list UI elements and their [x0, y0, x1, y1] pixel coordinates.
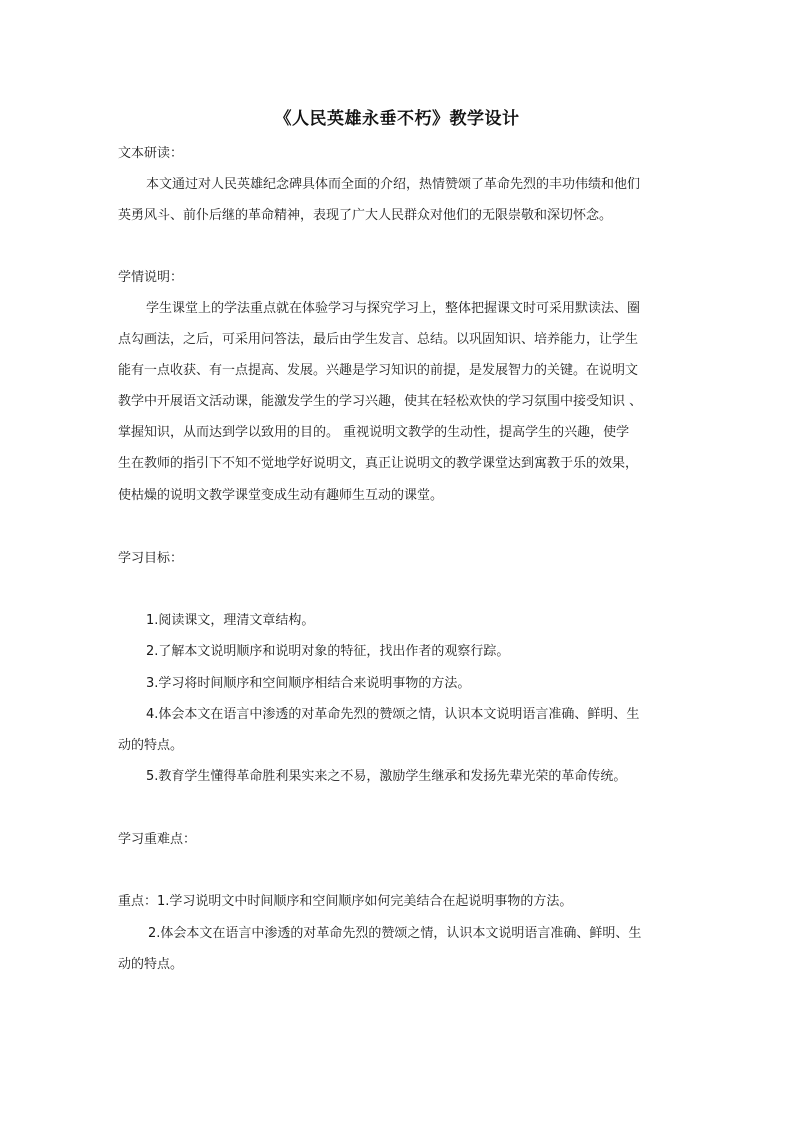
key-point-item: 重点：1.学习说明文中时间顺序和空间顺序如何完美结合在起说明事物的方法。 [118, 894, 573, 909]
paragraph-line: 学生课堂上的学法重点就在体验学习与探究学习上，整体把握课文时可采用默读法、圈 [146, 301, 641, 316]
section-heading-learning-goals: 学习目标： [118, 551, 184, 566]
section-heading-text-study: 文本研读： [118, 146, 184, 161]
key-point-item: 2.体会本文在语言中渗透的对革命先烈的赞颂之情，认识本文说明语言准确、鲜明、生 [148, 926, 642, 941]
paragraph-line: 教学中开展语文活动课，能激发学生的学习兴趣，使其在轻松欢快的学习氛围中接受知识 、 [118, 394, 643, 409]
goal-item-continuation: 动的特点。 [118, 738, 184, 753]
document-title: 《人民英雄永垂不朽》教学设计 [274, 109, 520, 129]
paragraph-line: 掌握知识，从而达到学以致用的目的。 重视说明文教学的生动性，提高学生的兴趣，使学 [118, 425, 630, 440]
section-heading-learning-situation: 学情说明： [118, 270, 184, 285]
goal-item: 4.体会本文在语言中渗透的对革命先烈的赞颂之情，认识本文说明语言准确、鲜明、生 [146, 707, 640, 722]
paragraph-line: 英勇风斗、前仆后继的革命精神，表现了广大人民群众对他们的无限崇敬和深切怀念。 [118, 208, 613, 223]
paragraph-line: 使枯燥的说明文教学课堂变成生动有趣师生互动的课堂。 [118, 488, 444, 503]
paragraph-line: 本文通过对人民英雄纪念碑具体而全面的介绍，热情赞颂了革命先烈的丰功伟绩和他们 [146, 177, 641, 192]
goal-item: 5.教育学生懂得革命胜利果实来之不易，激励学生继承和发扬先辈光荣的革命传统。 [146, 769, 627, 784]
paragraph-line: 生在教师的指引下不知不觉地学好说明文，真正让说明文的教学课堂达到寓教于乐的效果， [118, 456, 639, 471]
paragraph-line: 能有一点收获、有一点提高、发展。兴趣是学习知识的前提，是发展智力的关键。在说明文 [118, 363, 639, 378]
goal-item: 1.阅读课文，理清文章结构。 [146, 613, 315, 628]
goal-item: 3.学习将时间顺序和空间顺序相结合来说明事物的方法。 [146, 676, 471, 691]
key-point-continuation: 动的特点。 [118, 957, 184, 972]
goal-item: 2.了解本文说明顺序和说明对象的特征，找出作者的观察行踪。 [146, 644, 510, 659]
paragraph-line: 点勾画法，之后，可采用问答法，最后由学生发言、总结。以巩固知识、培养能力，让学生 [118, 332, 639, 347]
section-heading-key-difficult-points: 学习重难点： [118, 832, 197, 847]
